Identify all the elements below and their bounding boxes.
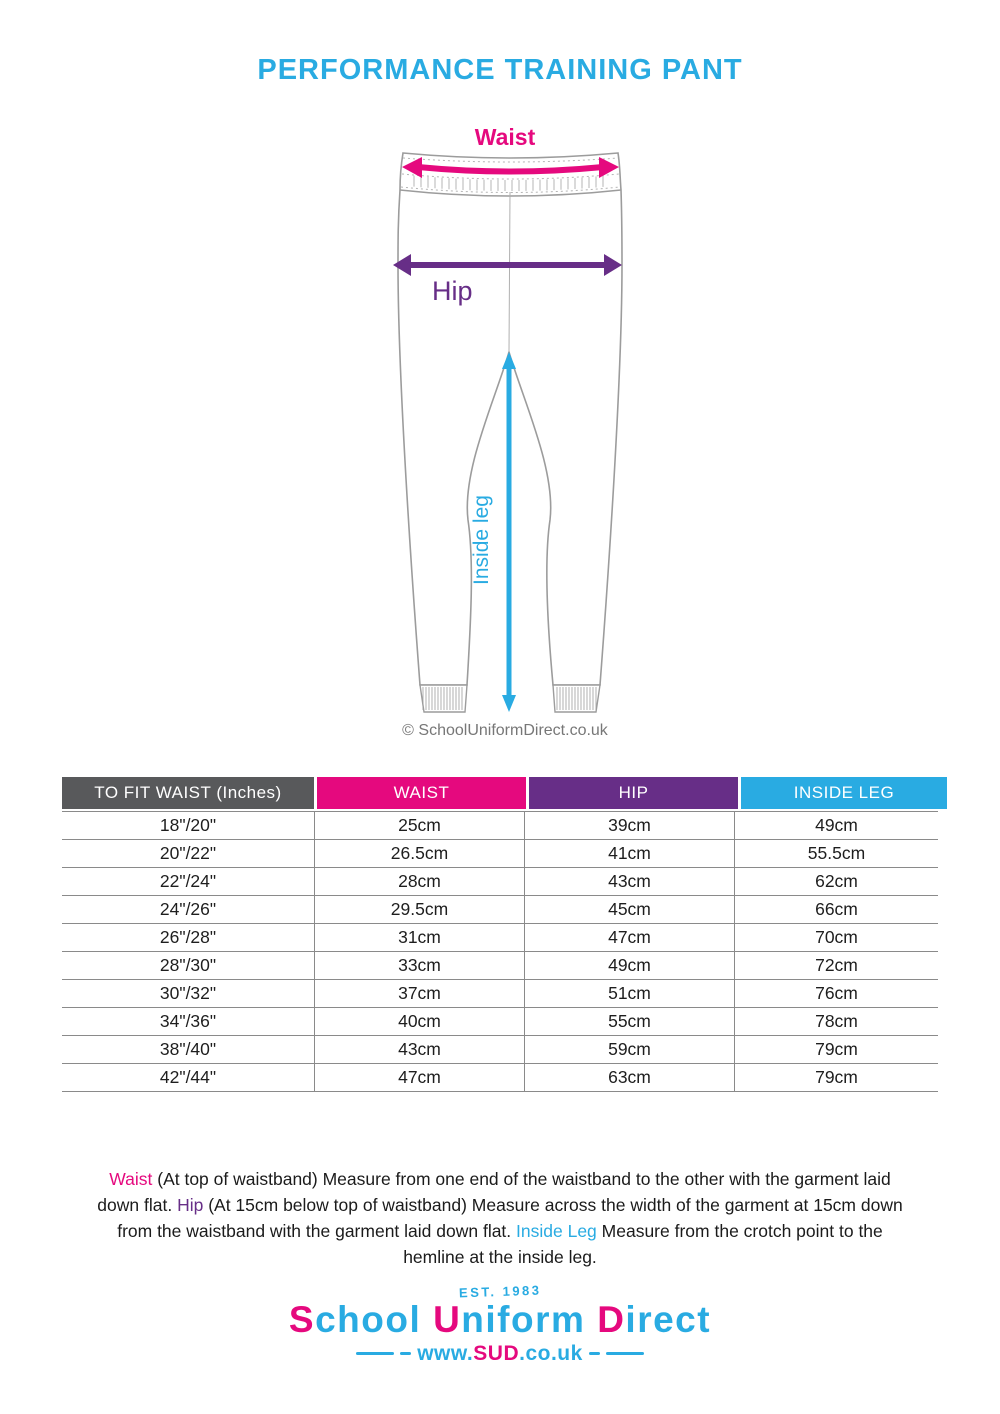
logo-wordmark	[289, 1300, 711, 1341]
measurement-cell: 49cm	[525, 952, 735, 979]
page-title: PERFORMANCE TRAINING PANT	[257, 54, 743, 86]
logo-est-text: EST. 1983	[458, 1282, 542, 1301]
size-cell: 30"/32"	[62, 980, 315, 1007]
logo-word-part: chool	[315, 1299, 434, 1340]
measurement-cell: 33cm	[315, 952, 525, 979]
measurement-cell: 79cm	[815, 1039, 858, 1059]
measurement-cell: 39cm	[525, 812, 735, 839]
measurement-cell: 78cm	[815, 1011, 858, 1031]
note-highlight: Inside Leg	[516, 1221, 597, 1241]
size-cell: 22"/24"	[62, 868, 315, 895]
brand-logo	[0, 1284, 1000, 1366]
hip-measure-label: Hip	[432, 276, 473, 306]
logo-url	[417, 1342, 583, 1366]
measurement-cell: 31cm	[315, 924, 525, 951]
measurement-cell: 40cm	[315, 1008, 525, 1035]
logo-dash-right-long	[606, 1352, 644, 1355]
measurement-cell: 25cm	[315, 812, 525, 839]
measurement-cell: 70cm	[815, 927, 858, 947]
size-cell: 18"/20"	[62, 812, 315, 839]
measurement-cell: 72cm	[815, 955, 858, 975]
logo-word-part: S	[288, 1299, 316, 1340]
logo-url-part: SUD	[473, 1341, 520, 1365]
size-cell: 38"/40"	[62, 1036, 315, 1063]
note-text: Measure from the crotch point to the hemline at the inside leg.	[403, 1221, 883, 1268]
logo-word-part: irect	[625, 1299, 712, 1340]
measurement-cell: 47cm	[525, 924, 735, 951]
size-cell: 26"/28"	[62, 924, 315, 951]
table-row	[62, 868, 938, 896]
waist-measure-label: Waist	[474, 124, 536, 150]
size-table	[62, 777, 938, 1092]
column-header: HIP	[529, 777, 738, 809]
table-row	[62, 896, 938, 924]
logo-url-part: www.	[417, 1341, 474, 1365]
measurement-cell: 43cm	[315, 1036, 525, 1063]
table-row	[62, 952, 938, 980]
measurement-notes	[90, 1166, 910, 1271]
measurement-cell: 43cm	[525, 868, 735, 895]
measurement-cell: 47cm	[315, 1064, 525, 1091]
logo-word-part: niform	[461, 1299, 598, 1340]
pants-diagram	[360, 140, 650, 740]
logo-word-part: U	[433, 1299, 462, 1340]
size-cell: 24"/26"	[62, 896, 315, 923]
logo-url-part: .co.uk	[519, 1341, 583, 1365]
diagram-copyright: © SchoolUniformDirect.co.uk	[402, 722, 608, 739]
measurement-cell: 79cm	[815, 1067, 858, 1087]
table-row	[62, 840, 938, 868]
table-row	[62, 1064, 938, 1092]
size-cell: 20"/22"	[62, 840, 315, 867]
measurement-cell: 49cm	[815, 815, 858, 835]
size-table-body	[62, 811, 938, 1092]
note-text: (At top of waistband) Measure from one end of the waistband to the other with the garment laid down flat.	[97, 1168, 891, 1215]
column-header: INSIDE LEG	[741, 777, 947, 809]
measurement-cell: 45cm	[525, 896, 735, 923]
note-text: (At 15cm below top of waistband) Measure across the width of the garment at 15cm down from the waistband with the garment laid down flat.	[117, 1194, 903, 1241]
inside-leg-arrowhead-bottom	[502, 695, 516, 712]
left-cuff	[420, 685, 467, 712]
measurement-cell: 55cm	[525, 1008, 735, 1035]
measurement-cell: 55.5cm	[807, 843, 866, 863]
table-row	[62, 1036, 938, 1064]
size-table-header	[62, 777, 938, 809]
table-row	[62, 1008, 938, 1036]
measurement-cell: 62cm	[815, 871, 858, 891]
column-header: WAIST	[317, 777, 526, 809]
table-row	[62, 980, 938, 1008]
logo-dash-left-long	[356, 1352, 394, 1355]
note-highlight: Hip	[177, 1194, 204, 1215]
size-cell: 28"/30"	[62, 952, 315, 979]
measurement-cell: 37cm	[315, 980, 525, 1007]
inside-leg-measure-label: Inside leg	[470, 495, 493, 585]
measurement-cell: 26.5cm	[315, 840, 525, 867]
measurement-cell: 28cm	[315, 868, 525, 895]
measurement-cell: 59cm	[525, 1036, 735, 1063]
measurement-cell: 41cm	[525, 840, 735, 867]
column-header: TO FIT WAIST (Inches)	[62, 777, 314, 809]
logo-url-row	[356, 1342, 644, 1366]
logo-dash-right-short	[589, 1352, 600, 1355]
note-highlight: Waist	[109, 1168, 153, 1189]
table-row	[62, 924, 938, 952]
measurement-cell: 29.5cm	[315, 896, 525, 923]
measurement-cell: 63cm	[525, 1064, 735, 1091]
measurement-cell: 66cm	[815, 899, 858, 919]
size-cell: 42"/44"	[62, 1064, 315, 1091]
table-row	[62, 812, 938, 840]
measurement-cell: 51cm	[525, 980, 735, 1007]
logo-dash-left-short	[400, 1352, 411, 1355]
size-cell: 34"/36"	[62, 1008, 315, 1035]
logo-word-part: D	[597, 1299, 626, 1340]
measurement-cell: 76cm	[815, 983, 858, 1003]
